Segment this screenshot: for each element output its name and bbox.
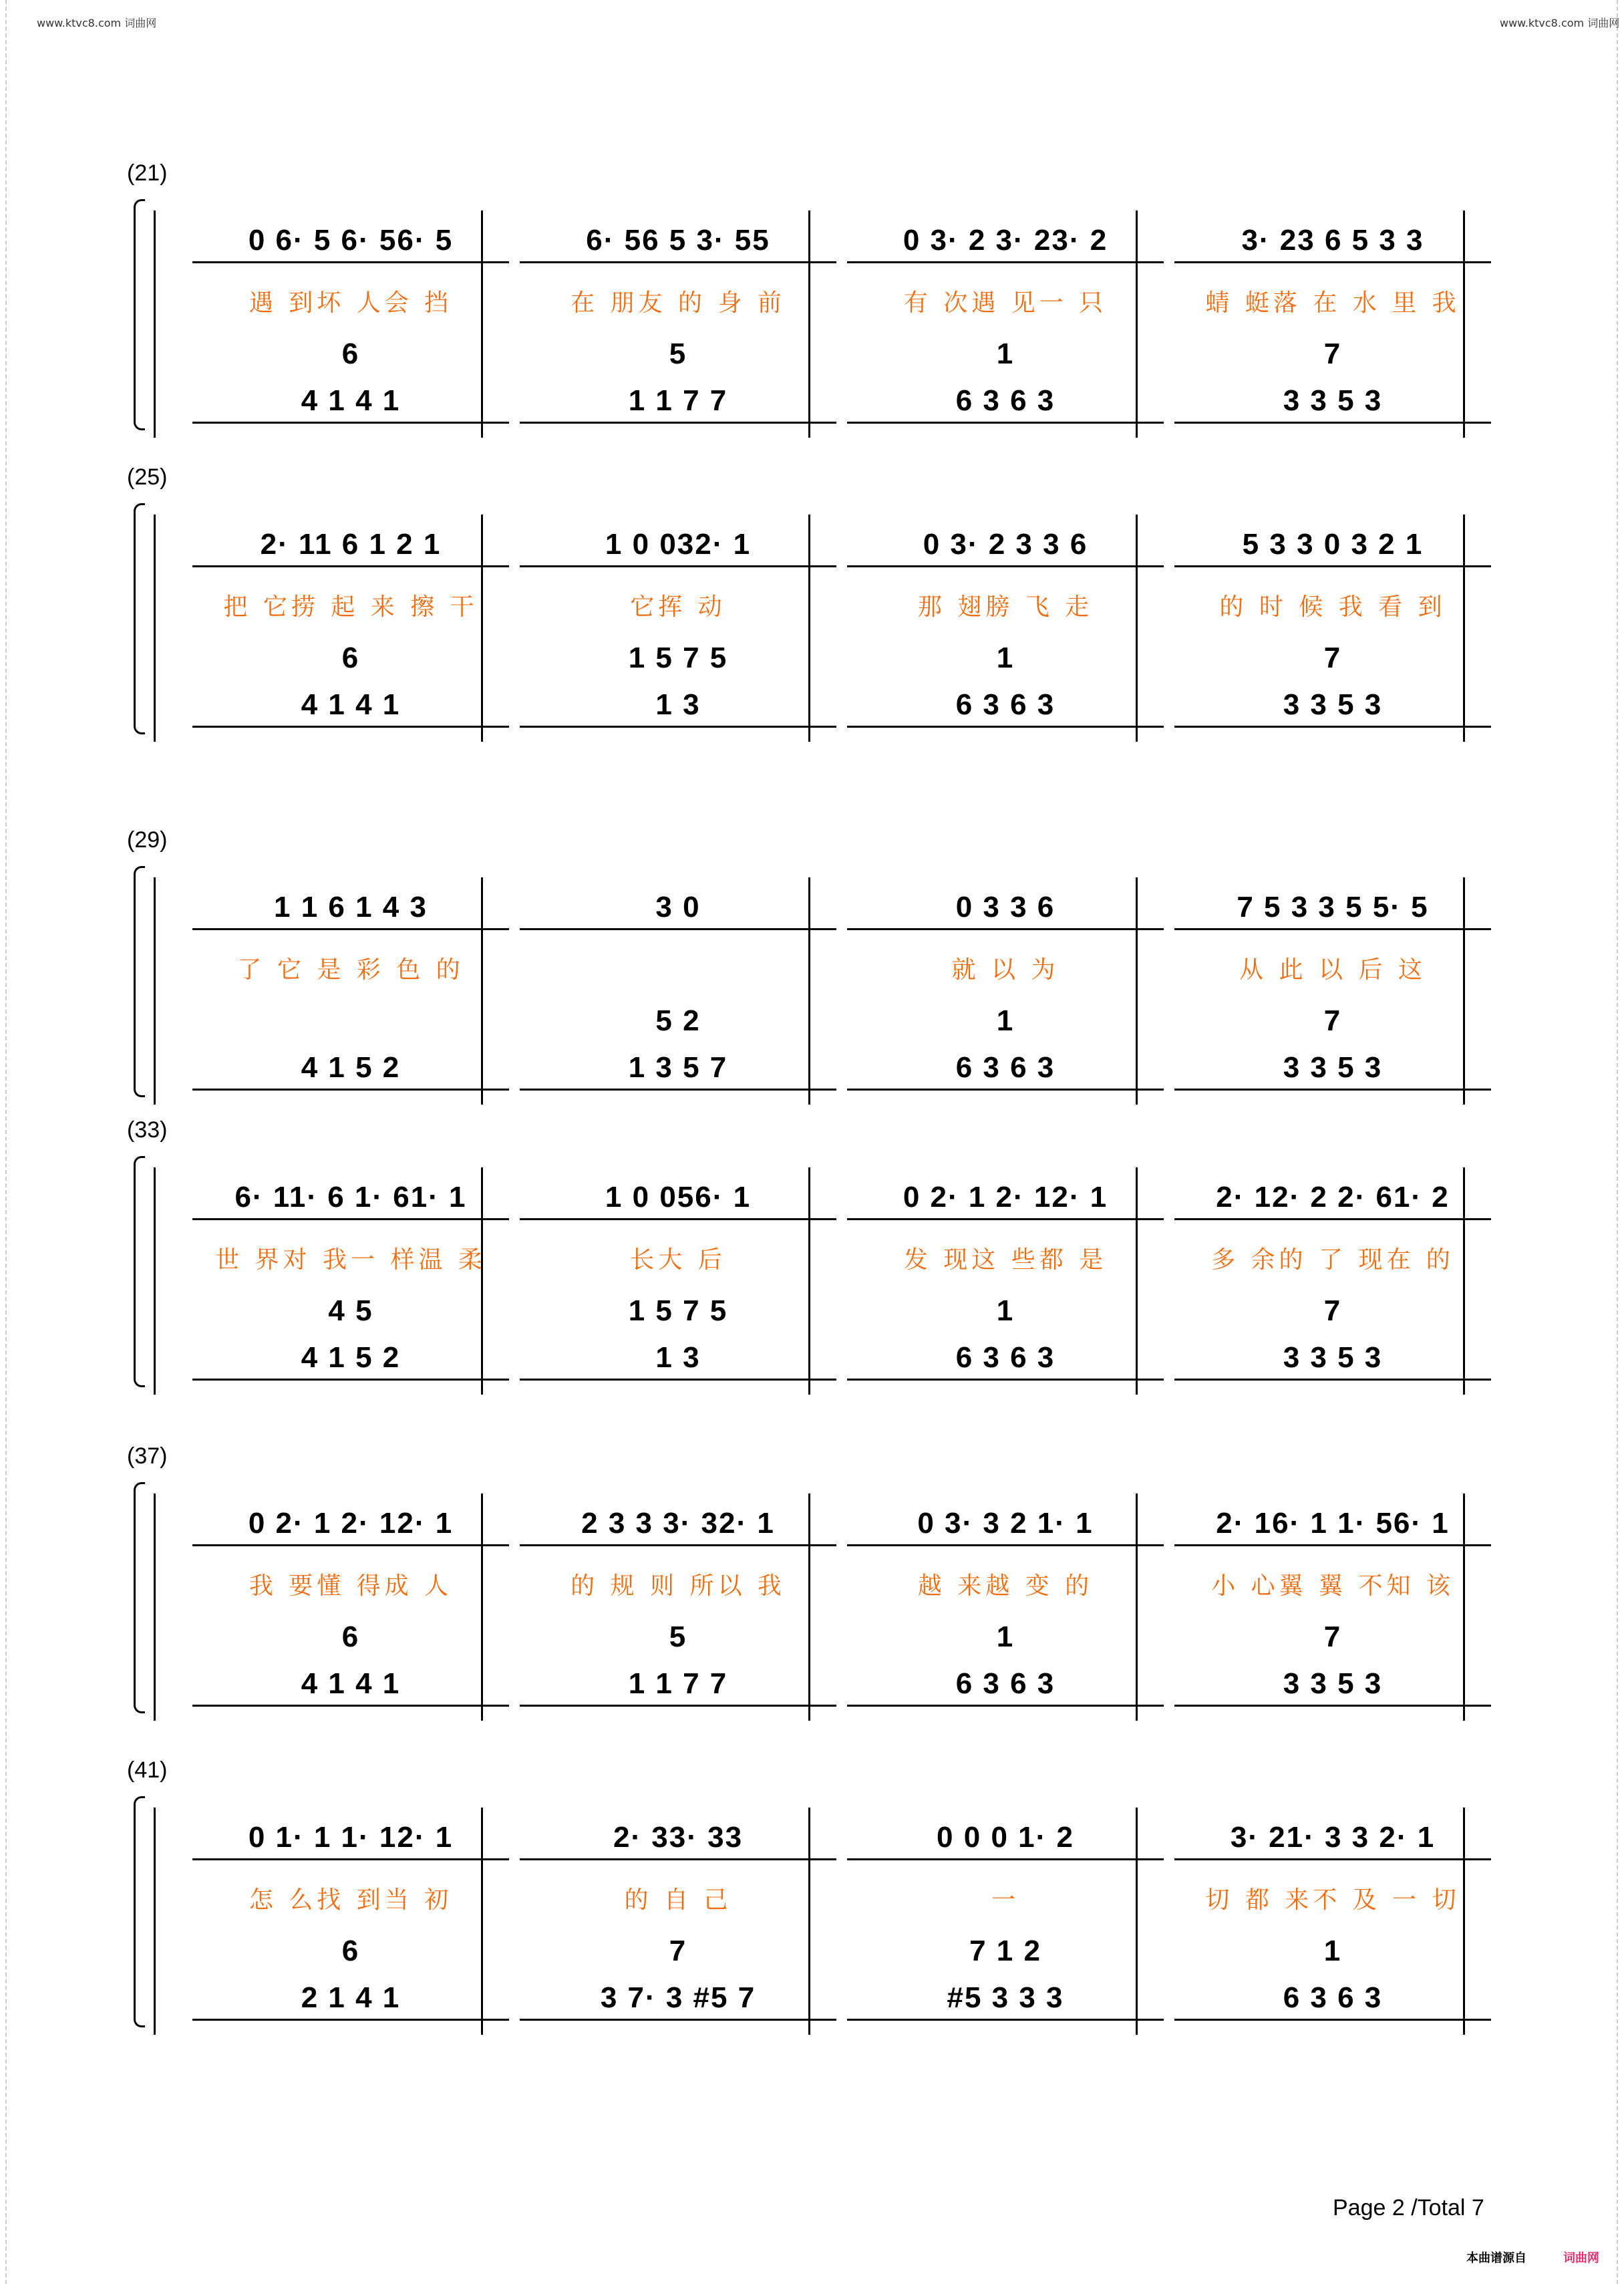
bass-measure: [187, 685, 514, 725]
upper-notes: 6: [341, 1935, 360, 1967]
upper-notes: 1 5 7 5: [628, 1294, 728, 1327]
beam-line: [1174, 1544, 1491, 1546]
bass-measure: [842, 1338, 1169, 1378]
bass-measure: [187, 1978, 514, 2018]
upper-measure: [1169, 1004, 1496, 1038]
bass-measure: [187, 1048, 514, 1088]
beam-line: [1174, 928, 1491, 930]
accompaniment-staff: [187, 381, 1496, 421]
score-system: [127, 160, 1496, 441]
bass-notes: 1 3 5 7: [628, 1051, 728, 1084]
lyric-segment: 有 次遇 见一 只: [903, 289, 1108, 317]
beam-line: [847, 261, 1164, 263]
grand-staff-brace: [134, 199, 145, 430]
beam-line: [192, 565, 509, 567]
upper-notes: 7 1 2: [969, 1935, 1041, 1967]
beam-line: [192, 1379, 509, 1381]
melody-notes: 0 0 0 1· 2: [937, 1821, 1074, 1854]
bass-notes: 3 3 5 3: [1283, 1051, 1383, 1084]
melody-staff: [187, 1504, 1496, 1544]
bass-notes: 3 3 5 3: [1283, 384, 1383, 417]
bass-measure: [842, 1048, 1169, 1088]
melody-measure: [514, 1504, 842, 1544]
bass-notes: 1 1 7 7: [628, 1667, 728, 1700]
beam-line: [192, 1705, 509, 1707]
bass-notes: 3 7· 3 #5 7: [600, 1981, 756, 2014]
lyric-segment: 遇 到坏 人会 挡: [249, 289, 453, 317]
bass-measure: [1169, 1048, 1496, 1088]
lyric-segment: 发 现这 些都 是: [903, 1246, 1108, 1274]
beam-line: [520, 1379, 836, 1381]
bass-measure: [1169, 381, 1496, 421]
bass-notes: 6 3 6 3: [955, 688, 1055, 721]
melody-notes: 1 1 6 1 4 3: [274, 891, 428, 923]
melody-staff: [187, 525, 1496, 565]
beam-line: [520, 422, 836, 424]
lyrics-line: [187, 951, 1496, 985]
beam-line: [847, 1089, 1164, 1091]
accompaniment-upper-notes: [187, 1004, 1496, 1038]
upper-notes: 1 5 7 5: [628, 641, 728, 674]
lyric-segment: 的 规 则 所以 我: [571, 1572, 786, 1600]
beam-line: [1174, 565, 1491, 567]
beam-line: [192, 1544, 509, 1546]
upper-notes: 5 2: [655, 1004, 701, 1037]
beam-line: [520, 1705, 836, 1707]
bass-notes: 3 3 5 3: [1283, 1667, 1383, 1700]
beam-line: [1174, 1379, 1491, 1381]
upper-measure: [514, 1935, 842, 1968]
upper-measure: [1169, 641, 1496, 675]
bar-line: [154, 210, 158, 438]
beam-line: [192, 1218, 509, 1220]
lyric-segment: 在 朋友 的 身 前: [571, 289, 786, 317]
beam-line: [1174, 1705, 1491, 1707]
lyric-segment: 蜻 蜓落 在 水 里 我: [1205, 289, 1460, 317]
beam-line: [520, 565, 836, 567]
bass-measure: [514, 1338, 842, 1378]
bass-measure: [514, 685, 842, 725]
lyric-segment: 我 要懂 得成 人: [249, 1572, 453, 1600]
bass-measure: [842, 685, 1169, 725]
upper-measure: [514, 1004, 842, 1038]
bar-line: [154, 515, 158, 742]
score-system: [127, 1443, 1496, 1724]
upper-measure: [842, 1935, 1169, 1968]
lyric-segment: 它挥 动: [630, 593, 726, 621]
accompaniment-staff: [187, 1338, 1496, 1378]
bass-measure: [842, 1664, 1169, 1704]
score-system: [127, 827, 1496, 1108]
accompaniment-upper-notes: [187, 1935, 1496, 1968]
bass-measure: [514, 381, 842, 421]
measure-number: (25): [127, 464, 168, 490]
bar-line: [154, 1808, 158, 2035]
accompaniment-staff: [187, 1048, 1496, 1088]
upper-measure: [514, 1294, 842, 1328]
lyric-segment: 越 来越 变 的: [917, 1572, 1094, 1600]
melody-measure: [1169, 1818, 1496, 1858]
bass-measure: [842, 381, 1169, 421]
beam-line: [520, 2019, 836, 2021]
lyric-segment: 把 它捞 起 来 擦 干: [223, 593, 478, 621]
melody-measure: [1169, 1177, 1496, 1218]
beam-line: [1174, 261, 1491, 263]
beam-line: [847, 422, 1164, 424]
beam-line: [520, 1544, 836, 1546]
beam-line: [192, 261, 509, 263]
melody-measure: [842, 1504, 1169, 1544]
upper-measure: [187, 1935, 514, 1968]
melody-notes: 0 3· 2 3· 23· 2: [903, 224, 1108, 257]
melody-measure: [187, 1818, 514, 1858]
melody-measure: [187, 1177, 514, 1218]
bass-measure: [187, 381, 514, 421]
bass-measure: [187, 1338, 514, 1378]
beam-line: [192, 928, 509, 930]
upper-measure: [1169, 1935, 1496, 1968]
melody-notes: 2· 12· 2 2· 61· 2: [1216, 1181, 1450, 1214]
melody-staff: [187, 887, 1496, 927]
melody-notes: 2· 33· 33: [613, 1821, 744, 1854]
bass-notes: 3 3 5 3: [1283, 688, 1383, 721]
melody-notes: 0 3· 2 3 3 6: [923, 528, 1088, 561]
melody-notes: 3· 21· 3 3 2· 1: [1230, 1821, 1436, 1854]
melody-notes: 0 3· 3 2 1· 1: [917, 1507, 1094, 1540]
beam-line: [520, 1089, 836, 1091]
lyric-segment: 的 自 己: [624, 1886, 732, 1914]
lyrics-line: [187, 1241, 1496, 1275]
lyric-segment: 从 此 以 后 这: [1239, 956, 1426, 984]
upper-notes: 7: [669, 1935, 687, 1967]
bass-notes: 6 3 6 3: [955, 1667, 1055, 1700]
melody-staff: [187, 1818, 1496, 1858]
melody-measure: [187, 221, 514, 261]
lyrics-line: [187, 284, 1496, 318]
beam-line: [192, 422, 509, 424]
beam-line: [520, 261, 836, 263]
melody-notes: 5 3 3 0 3 2 1: [1242, 528, 1424, 561]
lyric-segment: 怎 么找 到当 初: [249, 1886, 453, 1914]
upper-measure: [187, 1004, 514, 1038]
accompaniment-staff: [187, 685, 1496, 725]
upper-measure: [842, 1294, 1169, 1328]
melody-notes: 2· 16· 1 1· 56· 1: [1216, 1507, 1450, 1540]
beam-line: [847, 1379, 1164, 1381]
accompaniment-upper-notes: [187, 641, 1496, 675]
bass-measure: [514, 1664, 842, 1704]
lyric-segment: 一: [991, 1886, 1019, 1914]
bass-notes: 1 3: [655, 688, 701, 721]
beam-line: [192, 726, 509, 728]
upper-measure: [1169, 337, 1496, 371]
beam-line: [847, 2019, 1164, 2021]
bass-notes: 4 1 5 2: [301, 1051, 401, 1084]
beam-line: [1174, 726, 1491, 728]
bass-notes: 2 1 4 1: [301, 1981, 401, 2014]
upper-notes: 1: [996, 641, 1015, 674]
left-margin-line: [5, 0, 7, 2284]
upper-measure: [187, 337, 514, 371]
lyric-segment: 了 它 是 彩 色 的: [237, 956, 464, 984]
melody-staff: [187, 221, 1496, 261]
bass-measure: [1169, 1664, 1496, 1704]
upper-measure: [187, 1620, 514, 1654]
upper-notes: 7: [1323, 1620, 1342, 1653]
upper-measure: [187, 1294, 514, 1328]
upper-measure: [842, 337, 1169, 371]
lyric-segment: 的 时 候 我 看 到: [1219, 593, 1446, 621]
melody-measure: [1169, 525, 1496, 565]
beam-line: [847, 565, 1164, 567]
beam-line: [192, 1089, 509, 1091]
bass-notes: #5 3 3 3: [947, 1981, 1064, 2014]
grand-staff-brace: [134, 866, 145, 1097]
beam-line: [1174, 1218, 1491, 1220]
upper-notes: 1: [1323, 1935, 1342, 1967]
lyric-segment: 长大 后: [630, 1246, 726, 1274]
melody-notes: 0 3 3 6: [955, 891, 1055, 923]
measure-number: (21): [127, 160, 168, 186]
score-system: [127, 1117, 1496, 1398]
score-system: [127, 1757, 1496, 2038]
melody-measure: [842, 1818, 1169, 1858]
melody-notes: 0 2· 1 2· 12· 1: [903, 1181, 1108, 1214]
bass-notes: 1 3: [655, 1341, 701, 1374]
melody-measure: [842, 887, 1169, 927]
score-system: [127, 464, 1496, 745]
melody-measure: [187, 887, 514, 927]
upper-notes: 7: [1323, 1294, 1342, 1327]
bass-notes: 4 1 5 2: [301, 1341, 401, 1374]
beam-line: [1174, 1089, 1491, 1091]
upper-notes: 6: [341, 337, 360, 370]
melody-measure: [842, 1177, 1169, 1218]
upper-notes: 7: [1323, 337, 1342, 370]
melody-measure: [514, 1818, 842, 1858]
measure-number: (37): [127, 1443, 168, 1469]
bass-notes: 6 3 6 3: [955, 1341, 1055, 1374]
beam-line: [520, 1858, 836, 1860]
melody-notes: 3· 23 6 5 3 3: [1241, 224, 1424, 257]
melody-staff: [187, 1177, 1496, 1218]
melody-notes: 0 2· 1 2· 12· 1: [248, 1507, 454, 1540]
beam-line: [847, 1544, 1164, 1546]
melody-measure: [514, 1177, 842, 1218]
melody-measure: [1169, 1504, 1496, 1544]
bass-notes: 4 1 4 1: [301, 1667, 401, 1700]
grand-staff-brace: [134, 503, 145, 734]
upper-notes: 5: [669, 1620, 687, 1653]
upper-notes: 1: [996, 337, 1015, 370]
melody-notes: 2· 11 6 1 2 1: [260, 528, 442, 561]
upper-notes: 6: [341, 1620, 360, 1653]
upper-measure: [842, 641, 1169, 675]
upper-measure: [514, 641, 842, 675]
beam-line: [847, 726, 1164, 728]
upper-notes: 1: [996, 1004, 1015, 1037]
bass-measure: [514, 1978, 842, 2018]
melody-measure: [842, 221, 1169, 261]
upper-notes: 1: [996, 1620, 1015, 1653]
melody-notes: 6· 56 5 3· 55: [586, 224, 770, 257]
upper-measure: [1169, 1294, 1496, 1328]
upper-notes: 6: [341, 641, 360, 674]
beam-line: [520, 726, 836, 728]
beam-line: [847, 1218, 1164, 1220]
melody-notes: 0 6· 5 6· 56· 5: [248, 224, 454, 257]
bass-measure: [842, 1978, 1169, 2018]
lyric-segment: 世 界对 我一 样温 柔: [215, 1246, 486, 1274]
right-margin-line: [1617, 0, 1618, 2284]
bass-measure: [514, 1048, 842, 1088]
beam-line: [1174, 422, 1491, 424]
bass-notes: 4 1 4 1: [301, 384, 401, 417]
upper-measure: [842, 1004, 1169, 1038]
accompaniment-upper-notes: [187, 337, 1496, 371]
bass-notes: 6 3 6 3: [955, 1051, 1055, 1084]
upper-notes: 4 5: [328, 1294, 373, 1327]
accompaniment-staff: [187, 1978, 1496, 2018]
measure-number: (33): [127, 1117, 168, 1143]
upper-measure: [514, 1620, 842, 1654]
melody-notes: 6· 11· 6 1· 61· 1: [234, 1181, 467, 1214]
upper-measure: [1169, 1620, 1496, 1654]
melody-notes: 0 1· 1 1· 12· 1: [248, 1821, 454, 1854]
melody-notes: 3 0: [655, 891, 701, 923]
bar-line: [154, 877, 158, 1105]
footer-site-logo: 词曲网: [1563, 2251, 1599, 2265]
grand-staff-brace: [134, 1156, 145, 1387]
lyrics-line: [187, 588, 1496, 622]
accompaniment-upper-notes: [187, 1294, 1496, 1328]
bass-measure: [1169, 1978, 1496, 2018]
footer-source-text: 本曲谱源自: [1466, 2251, 1526, 2265]
lyrics-line: [187, 1567, 1496, 1601]
bass-measure: [187, 1664, 514, 1704]
bar-line: [154, 1493, 158, 1721]
grand-staff-brace: [134, 1796, 145, 2027]
beam-line: [192, 2019, 509, 2021]
melody-notes: 2 3 3 3· 32· 1: [581, 1507, 775, 1540]
upper-measure: [842, 1620, 1169, 1654]
watermark-left: www.ktvc8.com 词曲网: [37, 17, 157, 29]
grand-staff-brace: [134, 1482, 145, 1713]
upper-notes: 1: [996, 1294, 1015, 1327]
bass-measure: [1169, 685, 1496, 725]
beam-line: [520, 928, 836, 930]
accompaniment-upper-notes: [187, 1620, 1496, 1654]
melody-notes: 7 5 3 3 5 5· 5: [1237, 891, 1429, 923]
beam-line: [847, 928, 1164, 930]
bass-notes: 3 3 5 3: [1283, 1341, 1383, 1374]
bass-measure: [1169, 1338, 1496, 1378]
page-number: Page 2 /Total 7: [1333, 2195, 1484, 2221]
melody-measure: [514, 887, 842, 927]
measure-number: (41): [127, 1757, 168, 1783]
bass-notes: 6 3 6 3: [1283, 1981, 1383, 2014]
lyric-segment: 小 心翼 翼 不知 该: [1211, 1572, 1454, 1600]
bass-notes: 1 1 7 7: [628, 384, 728, 417]
upper-notes: 7: [1323, 1004, 1342, 1037]
melody-notes: 1 0 056· 1: [605, 1181, 752, 1214]
beam-line: [520, 1218, 836, 1220]
upper-notes: 5: [669, 337, 687, 370]
measure-number: (29): [127, 827, 168, 853]
lyric-segment: 多 余的 了 现在 的: [1211, 1246, 1454, 1274]
beam-line: [847, 1705, 1164, 1707]
melody-measure: [514, 525, 842, 565]
lyric-segment: 那 翅膀 飞 走: [917, 593, 1094, 621]
accompaniment-staff: [187, 1664, 1496, 1704]
beam-line: [1174, 2019, 1491, 2021]
upper-measure: [514, 337, 842, 371]
beam-line: [847, 1858, 1164, 1860]
melody-measure: [187, 1504, 514, 1544]
melody-measure: [514, 221, 842, 261]
melody-measure: [842, 525, 1169, 565]
melody-notes: 1 0 032· 1: [605, 528, 752, 561]
bar-line: [154, 1167, 158, 1395]
melody-measure: [187, 525, 514, 565]
lyric-segment: 切 都 来不 及 一 切: [1205, 1886, 1460, 1914]
watermark-right: www.ktvc8.com 词曲网: [1500, 17, 1620, 29]
upper-notes: 7: [1323, 641, 1342, 674]
upper-measure: [187, 641, 514, 675]
bass-notes: 6 3 6 3: [955, 384, 1055, 417]
melody-measure: [1169, 221, 1496, 261]
lyric-segment: 就 以 为: [951, 956, 1060, 984]
beam-line: [192, 1858, 509, 1860]
beam-line: [1174, 1858, 1491, 1860]
bass-notes: 4 1 4 1: [301, 688, 401, 721]
lyrics-line: [187, 1881, 1496, 1915]
melody-measure: [1169, 887, 1496, 927]
